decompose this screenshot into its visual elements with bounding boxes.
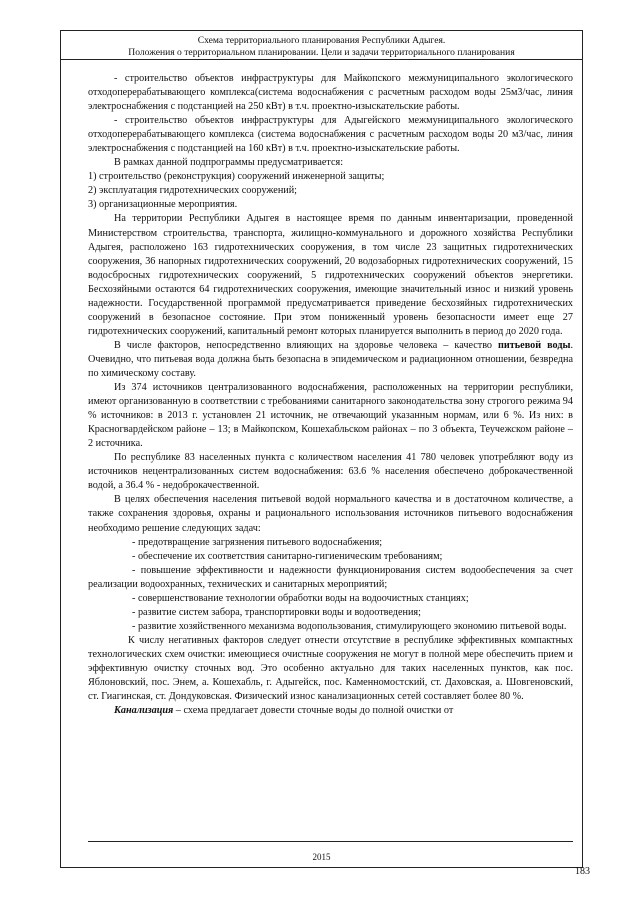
page-header <box>61 35 582 59</box>
task-item: - повышение эффективности и надежности функционирования систем водообеспечения за счет реализации водоохранных, технических и санитарных мероприятий; <box>88 564 573 590</box>
list-item: 2) эксплуатация гидротехнических сооружений; <box>88 185 298 197</box>
paragraph: В рамках данной подпрограммы предусматривается: <box>114 157 344 169</box>
list-item: 3) организационные мероприятия. <box>88 199 238 211</box>
paragraph: В целях обеспечения населения питьевой водой нормального качества и в достаточном количестве, а также сохранения здоровья, охраны и рационального использования источников питьевого водоснабжения необходимо решение следующих задач: <box>88 494 573 534</box>
paragraph: На территории Республики Адыгея в настоящее время по данным инвентаризации, проведенной Министерством строительства, транспорта, жилищно-коммунального и дорожного хозяйства Республики Адыгея, расположено 163 гидротехнических сооружения, в том числе 23 защитных гидротехнических сооружения, 36 напорных гидротехнических сооружений, 20 водозаборных гидротехнических сооружений, 15 водосбросных гидротехнических сооружений, 5 гидротехнических сооружений объектов энергетики. Бесхозяйными остаются 64 гидротехнических сооружения, имеющие значительный износ и низкий уровень надежности. Государственной программой предусматривается приведение бесхозяйных гидротехнических сооружений в безопасное состояние. При этом пониженный уровень безопасности имеет еще 27 гидротехнических сооружений, капитальный ремонт которых планируется выполнить в период до 2020 года. <box>88 213 573 337</box>
paragraph: Из 374 источников централизованного водоснабжения, расположенных на территории республики, имеют организованную в соответствии с требованиями санитарного законодательства зону строгого режима 94 % источников: в 2013 г. установлен 21 источник, не отвечающий указанным нормам, или 6 %. Из них: в Красногвардейском районе – 13; в Майкопском, Кошехабльском районах – по 3 объекта, Теучежском районе – 2 источника. <box>88 382 573 450</box>
paragraph: По республике 83 населенных пункта с количеством населения 41 780 человек употребляют воду из источников нецентрализованных систем водоснабжения: 63.6 % населения обеспечено доброкачественной водой, а 36.4 % - недоброкачественной. <box>88 452 573 492</box>
paragraph: - строительство объектов инфраструктуры для Майкопского межмуниципального экологического отходоперерабатывающего комплекса(система водоснабжения с расчетным расходом воды 25м3/час, линия электроснабжения с подстанцией на 250 кВт) в т.ч. проектно-изыскательские работы. <box>88 73 573 113</box>
task-item: - развитие хозяйственного механизма водопользования, стимулирующего экономию питьевой воды. <box>132 620 567 632</box>
task-item: - обеспечение их соответствия санитарно-гигиеническим требованиям; <box>132 550 443 562</box>
text: . Очевидно, что питьевая вода должна быть безопасна в эпидемическом и радиационном отношении, безвредна по химическому составу. <box>88 339 573 379</box>
header-subtitle: Положения о территориальном планировании. Цели и задачи территориального планирования <box>128 47 515 58</box>
header-divider <box>61 59 582 60</box>
footer-year: 2015 <box>312 852 331 862</box>
footer-divider <box>88 841 573 842</box>
list-item: 1) строительство (реконструкция) сооружений инженерной защиты; <box>88 171 385 183</box>
paragraph: - строительство объектов инфраструктуры для Адыгейского межмуниципального экологического отходоперерабатывающего комплекса (система водоснабжения с расчетным расходом воды 20 м3/час, линия электроснабжения с подстанцией на 160 кВт) в т.ч. проектно-изыскательские работы. <box>88 115 573 155</box>
emphasis-term: питьевой воды <box>498 339 571 351</box>
header-title: Схема территориального планирования Республики Адыгея. <box>197 35 446 46</box>
emphasis-term: Канализация <box>114 705 174 717</box>
text: – схема предлагает довести сточные воды до полной очистки от <box>173 705 454 717</box>
paragraph: К числу негативных факторов следует отнести отсутствие в республике эффективных компактных технологических схем очистки: имеющиеся очистные сооружения не могут в полной мере обеспечить прием и эффективную очистку сточных вод. Это особенно актуально для таких населенных пунктов, как пос. Яблоновский, пос. Энем, а. Кошехабль, г. Адыгейск, пос. Каменномостский, ст. Даховская, а. Шовгеновский, ст. Гиагинская, ст. Дондуковская. Физический износ канализационных сетей составляет более 80 %. <box>88 634 573 703</box>
task-item: - совершенствование технологии обработки воды на водоочистных станциях; <box>132 592 469 604</box>
paragraph <box>88 339 573 381</box>
task-item: - развитие систем забора, транспортировки воды и водоотведения; <box>132 606 421 618</box>
text: В числе факторов, непосредственно влияющих на здоровье человека – качество <box>114 339 499 351</box>
task-item: - предотвращение загрязнения питьевого водоснабжения; <box>132 536 383 548</box>
paragraph <box>88 704 573 718</box>
document-body <box>88 72 573 718</box>
page-number: 183 <box>575 866 590 877</box>
